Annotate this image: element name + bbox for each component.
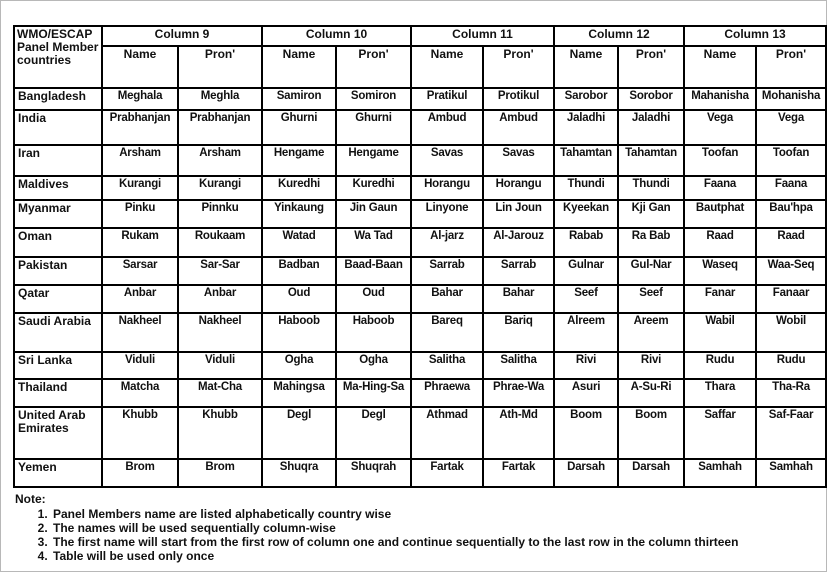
name-cell: Sarobor — [554, 88, 618, 110]
sub-header-name: Name — [411, 46, 483, 88]
pron-cell: Jin Gaun — [336, 200, 411, 228]
name-cell: Prabhanjan — [102, 110, 178, 145]
name-cell: Boom — [554, 407, 618, 459]
name-cell: Athmad — [411, 407, 483, 459]
name-cell: Savas — [411, 145, 483, 176]
pron-cell: Rivi — [618, 352, 684, 379]
country-cell: Thailand — [14, 379, 102, 407]
pron-cell: Wa Tad — [336, 228, 411, 257]
pron-cell: Gul-Nar — [618, 257, 684, 285]
table-row — [14, 176, 826, 200]
document-page — [1, 1, 826, 563]
name-cell: Seef — [554, 285, 618, 313]
name-cell: Arsham — [102, 145, 178, 176]
note-item: 3. The first name will start from the first row of column one and continue sequentially to the last row in the column thirteen — [51, 535, 826, 549]
pron-cell: Sarrab — [483, 257, 554, 285]
pron-cell: Mohanisha — [756, 88, 826, 110]
name-cell: Brom — [102, 459, 178, 487]
name-cell: Toofan — [684, 145, 756, 176]
name-cell: Yinkaung — [262, 200, 336, 228]
sub-header-pron: Pron' — [618, 46, 684, 88]
name-cell: Fanar — [684, 285, 756, 313]
pron-cell: Bahar — [483, 285, 554, 313]
table-row — [14, 200, 826, 228]
pron-cell: Roukaam — [178, 228, 262, 257]
pron-cell: Bariq — [483, 313, 554, 352]
pron-cell: Tha-Ra — [756, 379, 826, 407]
pron-cell: Protikul — [483, 88, 554, 110]
name-cell: Matcha — [102, 379, 178, 407]
pron-cell: Bau'hpa — [756, 200, 826, 228]
pron-cell: Thundi — [618, 176, 684, 200]
table-row — [14, 110, 826, 145]
pron-cell: Hengame — [336, 145, 411, 176]
sub-header-name: Name — [262, 46, 336, 88]
pron-cell: Seef — [618, 285, 684, 313]
pron-cell: Viduli — [178, 352, 262, 379]
name-cell: Degl — [262, 407, 336, 459]
pron-cell: Sorobor — [618, 88, 684, 110]
pron-cell: Fartak — [483, 459, 554, 487]
name-cell: Hengame — [262, 145, 336, 176]
name-cell: Oud — [262, 285, 336, 313]
name-cell: Rudu — [684, 352, 756, 379]
note-section — [13, 492, 826, 563]
name-cell: Alreem — [554, 313, 618, 352]
name-cell: Horangu — [411, 176, 483, 200]
name-cell: Samiron — [262, 88, 336, 110]
name-cell: Mahingsa — [262, 379, 336, 407]
name-cell: Salitha — [411, 352, 483, 379]
pron-cell: Horangu — [483, 176, 554, 200]
column-group-header-10: Column 10 — [262, 26, 411, 46]
name-cell: Sarsar — [102, 257, 178, 285]
sub-header-name: Name — [684, 46, 756, 88]
pron-cell: Nakheel — [178, 313, 262, 352]
note-item: 1. Panel Members name are listed alphabetically country wise — [51, 507, 826, 521]
pron-cell: Ath-Md — [483, 407, 554, 459]
name-cell: Sarrab — [411, 257, 483, 285]
pron-cell: Haboob — [336, 313, 411, 352]
pron-cell: Baad-Baan — [336, 257, 411, 285]
table-row — [14, 285, 826, 313]
pron-cell: Lin Joun — [483, 200, 554, 228]
name-cell: Kuredhi — [262, 176, 336, 200]
table-row — [14, 88, 826, 110]
pron-cell: Meghla — [178, 88, 262, 110]
name-cell: Kurangi — [102, 176, 178, 200]
table-row — [14, 352, 826, 379]
name-cell: Pinku — [102, 200, 178, 228]
column-group-header-9: Column 9 — [102, 26, 262, 46]
sub-header-pron: Pron' — [483, 46, 554, 88]
name-cell: Bahar — [411, 285, 483, 313]
table-row — [14, 407, 826, 459]
pron-cell: Brom — [178, 459, 262, 487]
pron-cell: Al-Jarouz — [483, 228, 554, 257]
pron-cell: Prabhanjan — [178, 110, 262, 145]
country-cell: Myanmar — [14, 200, 102, 228]
pron-cell: Phrae-Wa — [483, 379, 554, 407]
pron-cell: Wobil — [756, 313, 826, 352]
name-cell: Ghurni — [262, 110, 336, 145]
name-cell: Thundi — [554, 176, 618, 200]
pron-cell: Tahamtan — [618, 145, 684, 176]
name-cell: Kyeekan — [554, 200, 618, 228]
name-cell: Raad — [684, 228, 756, 257]
name-cell: Viduli — [102, 352, 178, 379]
column-group-header-11: Column 11 — [411, 26, 554, 46]
pron-cell: Raad — [756, 228, 826, 257]
pron-cell: Salitha — [483, 352, 554, 379]
name-cell: Phraewa — [411, 379, 483, 407]
country-cell: Bangladesh — [14, 88, 102, 110]
pron-cell: Areem — [618, 313, 684, 352]
pron-cell: Fanaar — [756, 285, 826, 313]
name-cell: Haboob — [262, 313, 336, 352]
name-cell: Saffar — [684, 407, 756, 459]
column-group-header-row — [14, 26, 826, 46]
name-cell: Darsah — [554, 459, 618, 487]
panel-members-table — [13, 25, 827, 488]
name-cell: Tahamtan — [554, 145, 618, 176]
country-cell: United Arab Emirates — [14, 407, 102, 459]
pron-cell: Ambud — [483, 110, 554, 145]
table-row — [14, 228, 826, 257]
pron-cell: Samhah — [756, 459, 826, 487]
pron-cell: Faana — [756, 176, 826, 200]
sub-header-pron: Pron' — [756, 46, 826, 88]
country-cell: Maldives — [14, 176, 102, 200]
country-cell: Oman — [14, 228, 102, 257]
name-cell: Badban — [262, 257, 336, 285]
pron-cell: Saf-Faar — [756, 407, 826, 459]
country-cell: Sri Lanka — [14, 352, 102, 379]
name-cell: Rabab — [554, 228, 618, 257]
pron-cell: Arsham — [178, 145, 262, 176]
note-list — [13, 507, 826, 563]
note-title: Note: — [15, 492, 46, 506]
pron-cell: Somiron — [336, 88, 411, 110]
sub-header-pron: Pron' — [178, 46, 262, 88]
sub-header-pron: Pron' — [336, 46, 411, 88]
country-cell: Pakistan — [14, 257, 102, 285]
pron-cell: Oud — [336, 285, 411, 313]
name-cell: Asuri — [554, 379, 618, 407]
pron-cell: Vega — [756, 110, 826, 145]
sub-header-row — [14, 46, 826, 88]
name-cell: Waseq — [684, 257, 756, 285]
pron-cell: Darsah — [618, 459, 684, 487]
pron-cell: Kji Gan — [618, 200, 684, 228]
pron-cell: Kuredhi — [336, 176, 411, 200]
pron-cell: Rudu — [756, 352, 826, 379]
name-cell: Rivi — [554, 352, 618, 379]
table-row — [14, 145, 826, 176]
name-cell: Linyone — [411, 200, 483, 228]
pron-cell: Waa-Seq — [756, 257, 826, 285]
name-cell: Shuqra — [262, 459, 336, 487]
column-group-header-12: Column 12 — [554, 26, 684, 46]
pron-cell: Jaladhi — [618, 110, 684, 145]
pron-cell: Anbar — [178, 285, 262, 313]
sub-header-name: Name — [554, 46, 618, 88]
pron-cell: Khubb — [178, 407, 262, 459]
pron-cell: Degl — [336, 407, 411, 459]
table-row — [14, 313, 826, 352]
name-cell: Watad — [262, 228, 336, 257]
pron-cell: Pinnku — [178, 200, 262, 228]
sub-header-name: Name — [102, 46, 178, 88]
name-cell: Ogha — [262, 352, 336, 379]
corner-header: WMO/ESCAP Panel Member countries — [14, 26, 102, 88]
name-cell: Bautphat — [684, 200, 756, 228]
name-cell: Gulnar — [554, 257, 618, 285]
pron-cell: Toofan — [756, 145, 826, 176]
country-cell: India — [14, 110, 102, 145]
note-item: 4. Table will be used only once — [51, 549, 826, 563]
name-cell: Jaladhi — [554, 110, 618, 145]
country-cell: Saudi Arabia — [14, 313, 102, 352]
name-cell: Meghala — [102, 88, 178, 110]
pron-cell: Kurangi — [178, 176, 262, 200]
name-cell: Faana — [684, 176, 756, 200]
pron-cell: Ogha — [336, 352, 411, 379]
name-cell: Pratikul — [411, 88, 483, 110]
name-cell: Rukam — [102, 228, 178, 257]
table-row — [14, 257, 826, 285]
name-cell: Anbar — [102, 285, 178, 313]
name-cell: Thara — [684, 379, 756, 407]
name-cell: Samhah — [684, 459, 756, 487]
name-cell: Al-jarz — [411, 228, 483, 257]
country-cell: Yemen — [14, 459, 102, 487]
name-cell: Mahanisha — [684, 88, 756, 110]
table-row — [14, 459, 826, 487]
name-cell: Vega — [684, 110, 756, 145]
note-item: 2. The names will be used sequentially column-wise — [51, 521, 826, 535]
name-cell: Wabil — [684, 313, 756, 352]
pron-cell: Shuqrah — [336, 459, 411, 487]
country-cell: Qatar — [14, 285, 102, 313]
name-cell: Khubb — [102, 407, 178, 459]
pron-cell: Sar-Sar — [178, 257, 262, 285]
name-cell: Fartak — [411, 459, 483, 487]
pron-cell: Ra Bab — [618, 228, 684, 257]
pron-cell: Savas — [483, 145, 554, 176]
table-row — [14, 379, 826, 407]
name-cell: Ambud — [411, 110, 483, 145]
pron-cell: Ma-Hing-Sa — [336, 379, 411, 407]
pron-cell: Mat-Cha — [178, 379, 262, 407]
pron-cell: Ghurni — [336, 110, 411, 145]
name-cell: Nakheel — [102, 313, 178, 352]
pron-cell: A-Su-Ri — [618, 379, 684, 407]
pron-cell: Boom — [618, 407, 684, 459]
column-group-header-13: Column 13 — [684, 26, 826, 46]
name-cell: Bareq — [411, 313, 483, 352]
country-cell: Iran — [14, 145, 102, 176]
